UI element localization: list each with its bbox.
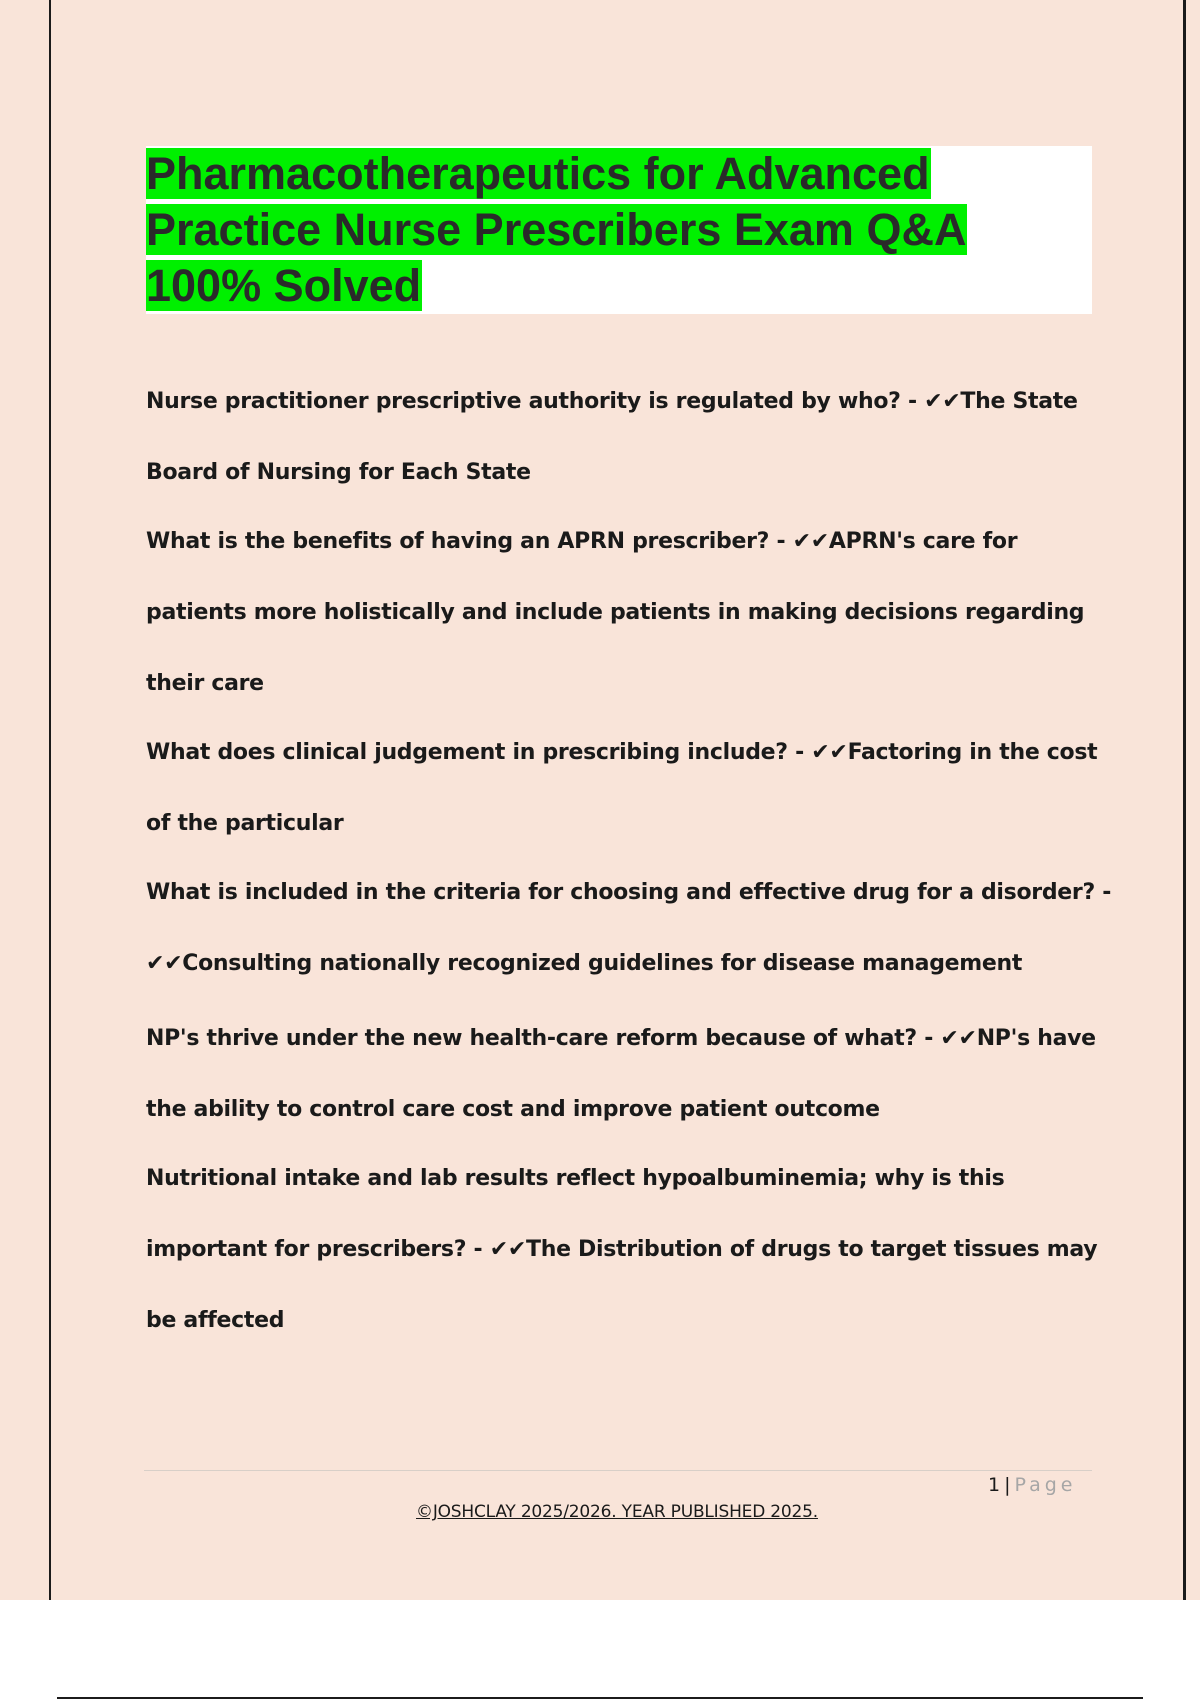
qa-line: What is included in the criteria for choosing and effective drug for a disorder? - bbox=[146, 880, 1112, 905]
qa-line: Nutritional intake and lab results reflect hypoalbuminemia; why is this bbox=[146, 1166, 1005, 1191]
qa-line: patients more holistically and include patients in making decisions regarding bbox=[146, 600, 1085, 625]
page-border-right bbox=[1183, 0, 1186, 1600]
qa-item-2 bbox=[146, 506, 1086, 719]
qa-item-4 bbox=[146, 857, 1112, 999]
page-word: Page bbox=[1014, 1474, 1077, 1496]
document-title bbox=[146, 146, 1046, 314]
qa-line: ✔✔Consulting nationally recognized guidelines for disease management bbox=[146, 951, 1023, 976]
qa-line: Board of Nursing for Each State bbox=[146, 460, 531, 485]
qa-line: important for prescribers? - ✔✔The Distribution of drugs to target tissues may bbox=[146, 1237, 1098, 1262]
title-block bbox=[146, 146, 1092, 314]
page-number-value: 1 bbox=[988, 1474, 1001, 1496]
qa-line: the ability to control care cost and improve patient outcome bbox=[146, 1097, 880, 1122]
page-number bbox=[988, 1474, 1077, 1496]
qa-line: What is the benefits of having an APRN prescriber? - ✔✔APRN's care for bbox=[146, 529, 1018, 554]
title-line-2: Practice Nurse Prescribers Exam Q&A bbox=[146, 204, 967, 255]
page-number-separator: | bbox=[1004, 1474, 1011, 1496]
qa-item-6 bbox=[146, 1143, 1098, 1356]
qa-item-5 bbox=[146, 1003, 1096, 1145]
qa-line: NP's thrive under the new health-care reform because of what? - ✔✔NP's have bbox=[146, 1026, 1096, 1051]
qa-line: What does clinical judgement in prescribing include? - ✔✔Factoring in the cost bbox=[146, 740, 1098, 765]
title-line-1: Pharmacotherapeutics for Advanced bbox=[146, 148, 930, 199]
copyright-notice: ©JOSHCLAY 2025/2026. YEAR PUBLISHED 2025. bbox=[416, 1502, 818, 1522]
footer-divider bbox=[144, 1470, 1092, 1471]
qa-line: Nurse practitioner prescriptive authority is regulated by who? - ✔✔The State bbox=[146, 389, 1078, 414]
qa-line: be affected bbox=[146, 1308, 285, 1333]
title-line-3: 100% Solved bbox=[146, 260, 422, 311]
qa-list bbox=[146, 366, 1112, 1356]
qa-item-1 bbox=[146, 366, 1086, 508]
qa-item-3 bbox=[146, 717, 1098, 859]
qa-line: of the particular bbox=[146, 811, 344, 836]
qa-line: their care bbox=[146, 671, 264, 696]
page-border-left bbox=[49, 0, 51, 1600]
bottom-divider bbox=[57, 1697, 1143, 1699]
